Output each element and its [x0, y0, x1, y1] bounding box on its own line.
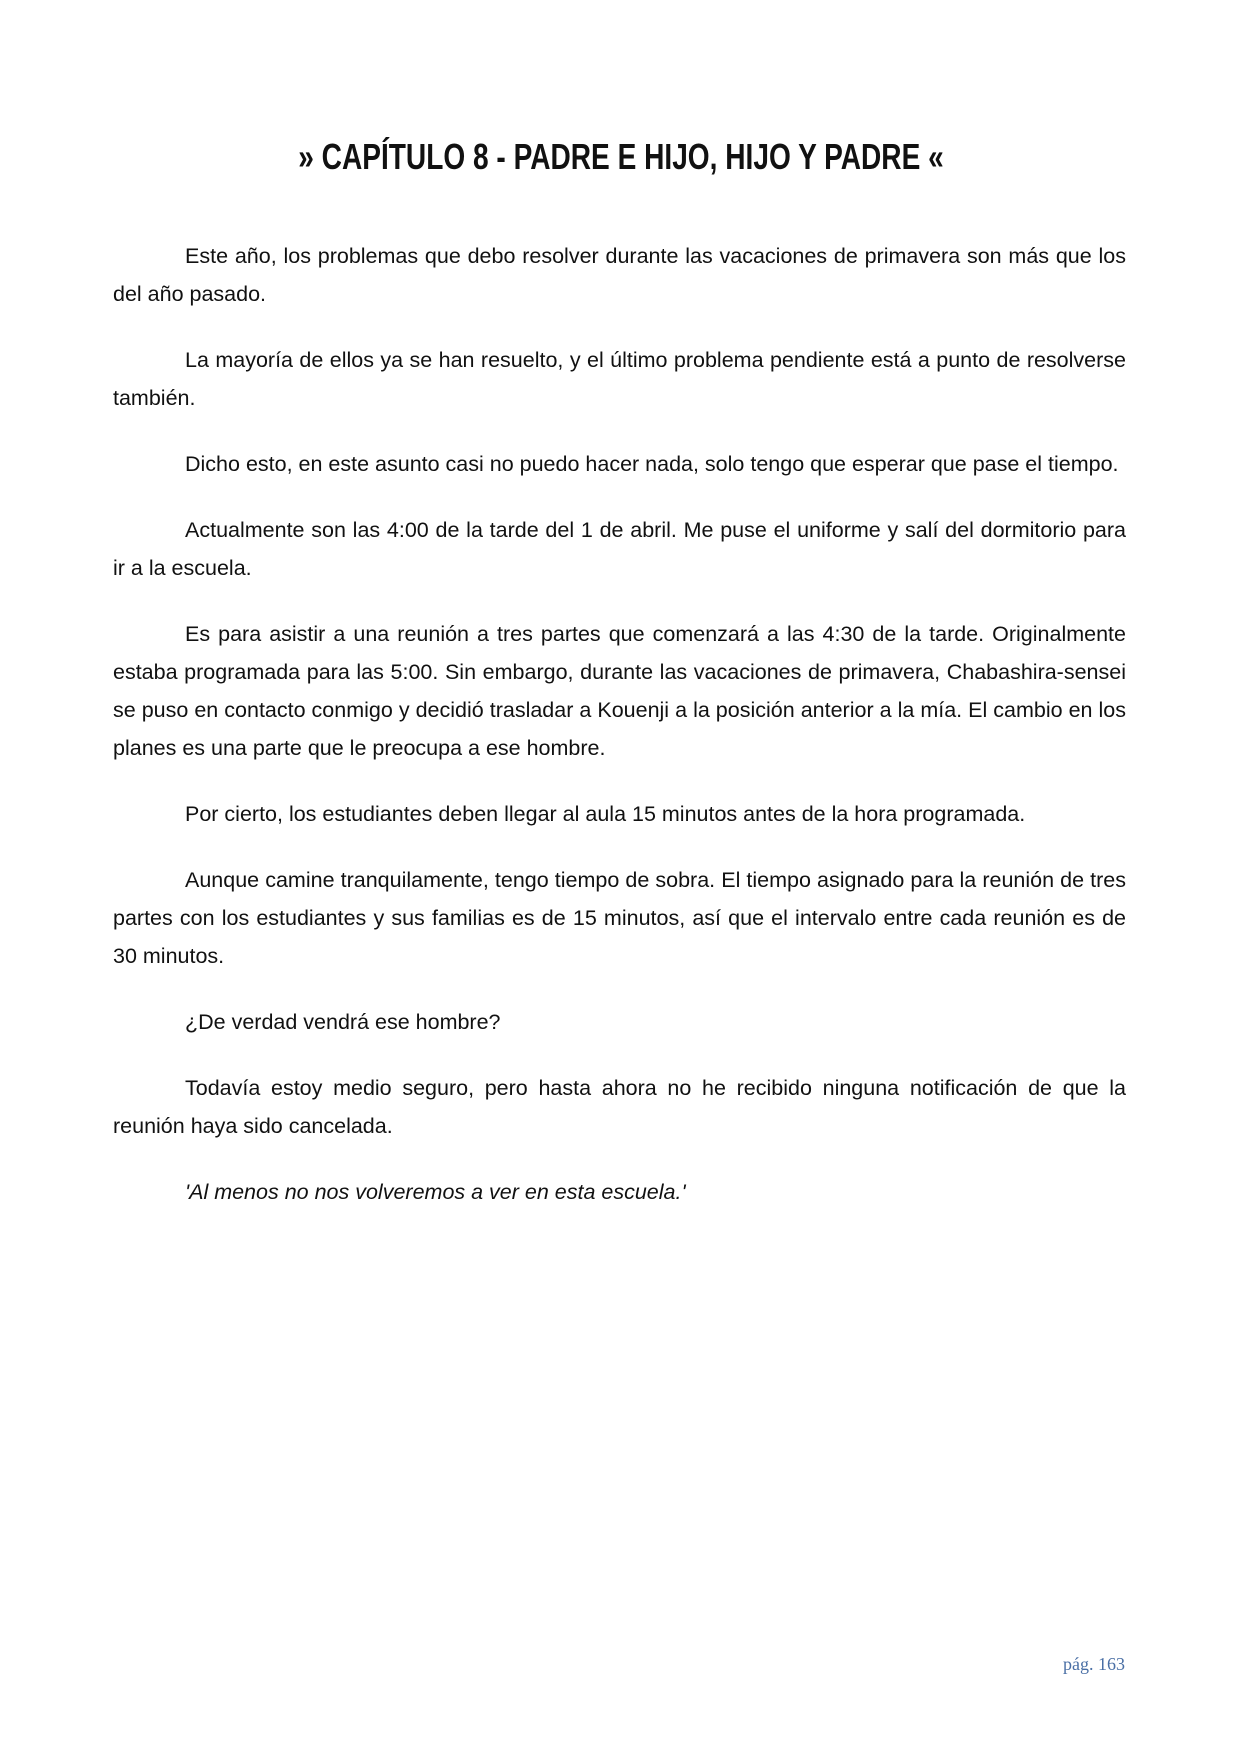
chapter-title: » CAPÍTULO 8 - PADRE E HIJO, HIJO Y PADRE « — [298, 136, 944, 177]
paragraph: Por cierto, los estudiantes deben llegar al aula 15 minutos antes de la hora programada. — [185, 802, 1026, 826]
paragraph: Este año, los problemas que debo resolver durante las vacaciones de primavera son más que los del año pasado. — [113, 244, 1126, 306]
page-number: pág. 163 — [1063, 1654, 1125, 1674]
paragraph: Todavía estoy medio seguro, pero hasta ahora no he recibido ninguna notificación de que la reunión haya sido cancelada. — [113, 1076, 1126, 1138]
paragraph: Aunque camine tranquilamente, tengo tiempo de sobra. El tiempo asignado para la reunión de tres partes con los estudiantes y sus familias es de 15 minutos, así que el intervalo entre cada reunión es de 30 minutos. — [113, 868, 1126, 968]
body-text — [113, 237, 1126, 1239]
paragraph: Dicho esto, en este asunto casi no puedo hacer nada, solo tengo que esperar que pase el tiempo. — [185, 452, 1119, 476]
paragraph: Es para asistir a una reunión a tres partes que comenzará a las 4:30 de la tarde. Originalmente estaba programada para las 5:00. Sin embargo, durante las vacaciones de primavera, Chabashira-sensei se puso en contacto conmigo y decidió trasladar a Kouenji a la posición anterior a la mía. El cambio en los planes es una parte que le preocupa a ese hombre. — [113, 622, 1126, 760]
paragraph: ¿De verdad vendrá ese hombre? — [185, 1010, 501, 1034]
paragraph: La mayoría de ellos ya se han resuelto, y el último problema pendiente está a punto de resolverse también. — [113, 348, 1126, 410]
italic-quote-paragraph: 'Al menos no nos volveremos a ver en esta escuela.' — [185, 1180, 686, 1204]
paragraph: Actualmente son las 4:00 de la tarde del 1 de abril. Me puse el uniforme y salí del dormitorio para ir a la escuela. — [113, 518, 1126, 580]
